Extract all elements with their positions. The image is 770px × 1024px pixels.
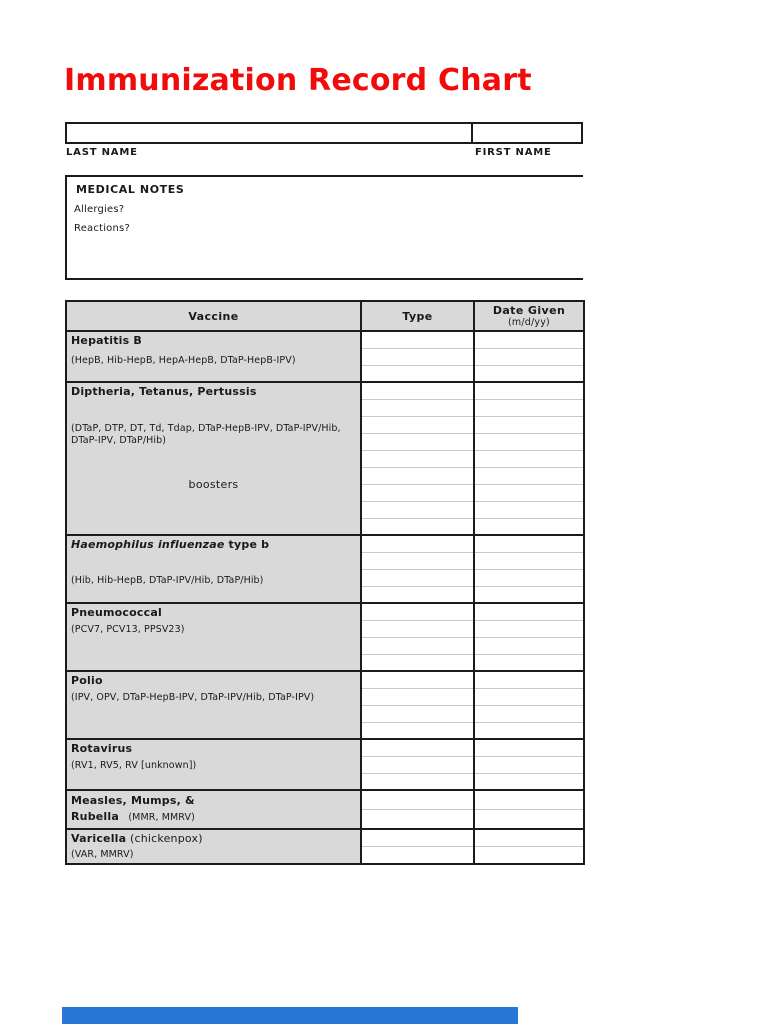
date-given-entry-cell[interactable] [474,382,584,399]
type-entry-cell[interactable] [361,756,474,773]
type-entry-cell[interactable] [361,467,474,484]
type-entry-cell[interactable] [361,586,474,603]
type-entry-cell[interactable] [361,501,474,518]
type-entry-cell[interactable] [361,810,474,830]
date-given-entry-cell[interactable] [474,501,584,518]
type-entry-cell[interactable] [361,450,474,467]
date-given-entry-cell[interactable] [474,722,584,739]
table-row [66,790,584,810]
table-row [66,603,584,620]
type-entry-cell[interactable] [361,331,474,348]
vaccine-name: Polio [71,674,103,687]
page-title: Immunization Record Chart [64,63,532,98]
date-given-entry-cell[interactable] [474,484,584,501]
vaccine-cell-var [66,829,361,864]
date-given-entry-cell[interactable] [474,518,584,535]
last-name-label: LAST NAME [66,147,138,158]
table-row [66,739,584,756]
vaccine-subtitle: (IPV, OPV, DTaP-HepB-IPV, DTaP-IPV/Hib, DTaP-IPV) [71,692,315,703]
date-given-entry-cell[interactable] [474,705,584,722]
vaccine-subtitle: (HepB, Hib-HepB, HepA-HepB, DTaP-HepB-IPV) [71,355,296,366]
type-entry-cell[interactable] [361,847,474,865]
vaccine-name: Diptheria, Tetanus, Pertussis [71,385,257,398]
type-entry-cell[interactable] [361,416,474,433]
type-entry-cell[interactable] [361,603,474,620]
type-entry-cell[interactable] [361,739,474,756]
vaccine-cell-rota [66,739,361,790]
date-given-entry-cell[interactable] [474,569,584,586]
table-row [66,671,584,688]
date-given-entry-cell[interactable] [474,790,584,810]
type-entry-cell[interactable] [361,637,474,654]
date-given-entry-cell[interactable] [474,637,584,654]
vaccine-cell-hib [66,535,361,603]
vaccine-name: Hepatitis B [71,334,142,347]
table-row [66,535,584,552]
type-entry-cell[interactable] [361,569,474,586]
type-entry-cell[interactable] [361,348,474,365]
date-given-entry-cell[interactable] [474,739,584,756]
date-given-entry-cell[interactable] [474,416,584,433]
column-header-vaccine: Vaccine [66,301,361,331]
vaccine-name: Varicella (chickenpox) [71,832,203,845]
type-entry-cell[interactable] [361,829,474,847]
first-name-label: FIRST NAME [475,147,552,158]
table-row [66,829,584,847]
vaccine-subtitle: (PCV7, PCV13, PPSV23) [71,624,185,635]
date-format-label: (m/d/yy) [508,317,550,328]
date-given-label: Date Given [492,304,566,317]
date-given-entry-cell[interactable] [474,467,584,484]
immunization-table [65,300,585,865]
name-fields-row [65,122,583,144]
table-row [66,382,584,399]
vaccine-cell-mmr [66,790,361,829]
type-entry-cell[interactable] [361,518,474,535]
type-entry-cell[interactable] [361,365,474,382]
vaccine-subtitle: (DTaP, DTP, DT, Td, Tdap, DTaP-HepB-IPV, DTaP-IPV/Hib, DTaP-IPV, DTaP/Hib) [71,423,341,446]
type-entry-cell[interactable] [361,399,474,416]
type-entry-cell[interactable] [361,535,474,552]
table-row [66,331,584,348]
type-entry-cell[interactable] [361,688,474,705]
date-given-entry-cell[interactable] [474,688,584,705]
boosters-note: boosters [188,478,239,491]
vaccine-subtitle: (VAR, MMRV) [71,849,134,860]
column-header-date-given [474,301,584,331]
date-given-entry-cell[interactable] [474,450,584,467]
date-given-entry-cell[interactable] [474,586,584,603]
type-entry-cell[interactable] [361,382,474,399]
type-entry-cell[interactable] [361,654,474,671]
first-name-field[interactable] [473,124,581,142]
medical-notes-line-allergies: Allergies? [74,204,125,215]
vaccine-name: Measles, Mumps, & [71,794,195,807]
medical-notes-box[interactable] [65,175,583,280]
type-entry-cell[interactable] [361,722,474,739]
vaccine-name: Haemophilus influenzae type b [71,538,270,551]
date-given-entry-cell[interactable] [474,620,584,637]
type-entry-cell[interactable] [361,705,474,722]
vaccine-cell-polio [66,671,361,739]
date-given-entry-cell[interactable] [474,773,584,790]
vaccine-name: Rubella (MMR, MMRV) [71,810,195,823]
type-entry-cell[interactable] [361,433,474,450]
date-given-entry-cell[interactable] [474,552,584,569]
type-entry-cell[interactable] [361,671,474,688]
date-given-entry-cell[interactable] [474,603,584,620]
date-given-entry-cell[interactable] [474,847,584,865]
date-given-entry-cell[interactable] [474,433,584,450]
vaccine-name: Rotavirus [71,742,133,755]
date-given-entry-cell[interactable] [474,654,584,671]
vaccine-subtitle: (Hib, Hib-HepB, DTaP-IPV/Hib, DTaP/Hib) [71,575,264,586]
type-entry-cell[interactable] [361,484,474,501]
date-given-entry-cell[interactable] [474,331,584,348]
date-given-entry-cell[interactable] [474,535,584,552]
date-given-entry-cell[interactable] [474,756,584,773]
medical-notes-heading: MEDICAL NOTES [76,183,185,196]
type-entry-cell[interactable] [361,620,474,637]
medical-notes-line-reactions: Reactions? [74,223,130,234]
vaccine-cell-pneumo [66,603,361,671]
vaccine-cell-dtap [66,382,361,535]
vaccine-cell-hepb [66,331,361,382]
vaccine-name: Pneumococcal [71,606,162,619]
date-given-entry-cell[interactable] [474,348,584,365]
vaccine-subtitle: (RV1, RV5, RV [unknown]) [71,760,197,771]
bottom-blue-bar [62,1007,518,1024]
type-entry-cell[interactable] [361,773,474,790]
type-entry-cell[interactable] [361,552,474,569]
date-given-entry-cell[interactable] [474,365,584,382]
date-given-entry-cell[interactable] [474,671,584,688]
type-entry-cell[interactable] [361,790,474,810]
date-given-entry-cell[interactable] [474,810,584,830]
date-given-entry-cell[interactable] [474,829,584,847]
column-header-type: Type [361,301,474,331]
date-given-entry-cell[interactable] [474,399,584,416]
last-name-field[interactable] [67,124,473,142]
